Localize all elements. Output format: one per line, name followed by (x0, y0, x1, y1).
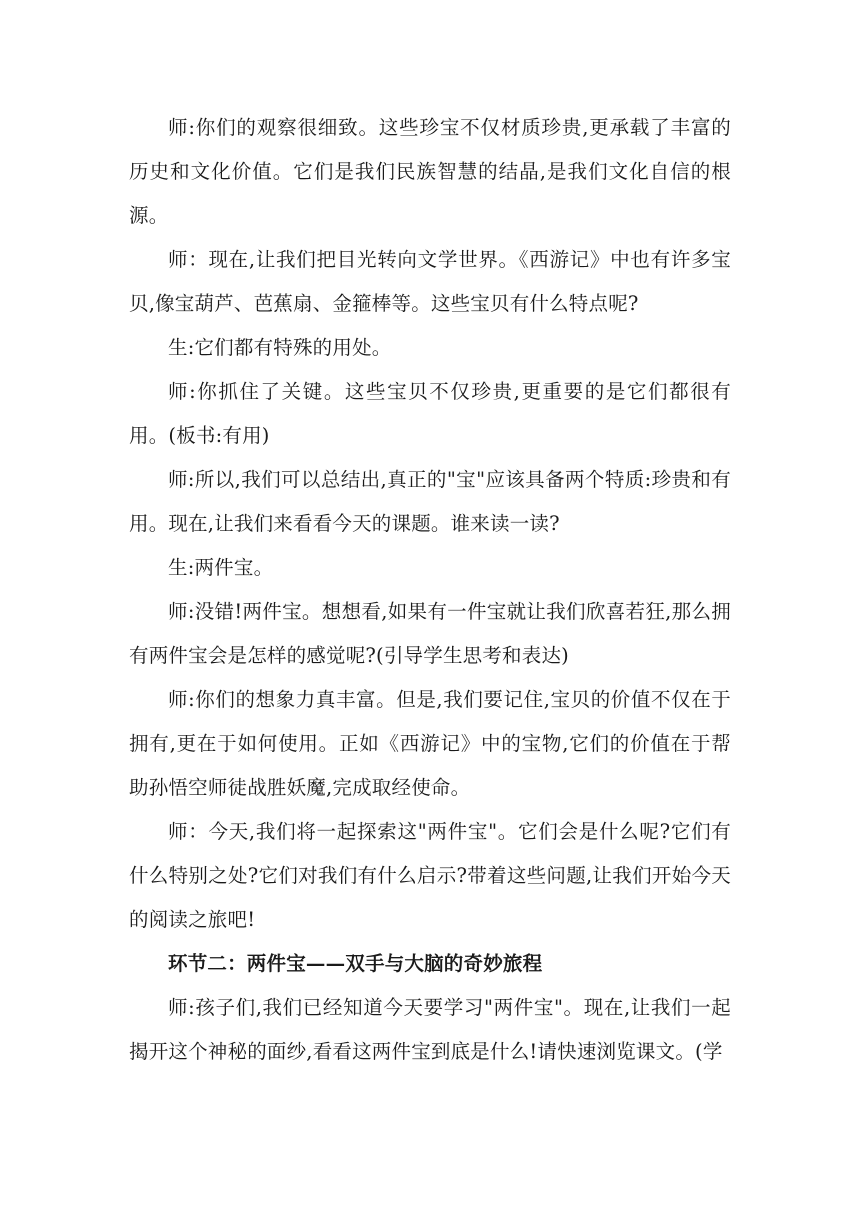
paragraph: 生:两件宝。 (168, 556, 274, 579)
paragraph: 师:孩子们,我们已经知道今天要学习"两件宝"。现在,让我们一起揭开这个神秘的面纱,看看这两件宝到底是什么!请快速浏览课文。(学 (129, 996, 731, 1063)
paragraph: 师:没错!两件宝。想想看,如果有一件宝就让我们欣喜若狂,那么拥有两件宝会是怎样的感觉呢?(引导学生思考和表达) (129, 600, 731, 667)
paragraph: 师:你们的想象力真丰富。但是,我们要记住,宝贝的价值不仅在于拥有,更在于如何使用。正如《西游记》中的宝物,它们的价值在于帮助孙悟空师徒战胜妖魔,完成取经使命。 (129, 688, 731, 799)
paragraph: 师:所以,我们可以总结出,真正的"宝"应该具备两个特质:珍贵和有用。现在,让我们来看看今天的课题。谁来读一读? (129, 468, 731, 535)
paragraph: 师：现在,让我们把目光转向文学世界。《西游记》中也有许多宝贝,像宝葫芦、芭蕉扇、金箍棒等。这些宝贝有什么特点呢? (129, 248, 731, 315)
paragraph: 生:它们都有特殊的用处。 (168, 336, 392, 359)
paragraph: 师:你们的观察很细致。这些珍宝不仅材质珍贵,更承载了丰富的历史和文化价值。它们是我们民族智慧的结晶,是我们文化自信的根源。 (129, 116, 731, 227)
document-page (129, 106, 731, 1074)
paragraph: 师：今天,我们将一起探索这"两件宝"。它们会是什么呢?它们有什么特别之处?它们对我们有什么启示?带着这些问题,让我们开始今天的阅读之旅吧! (129, 820, 731, 931)
paragraph: 师:你抓住了关键。这些宝贝不仅珍贵,更重要的是它们都很有用。(板书:有用) (129, 380, 731, 447)
section-heading: 环节二：两件宝——双手与大脑的奇妙旅程 (168, 952, 543, 975)
